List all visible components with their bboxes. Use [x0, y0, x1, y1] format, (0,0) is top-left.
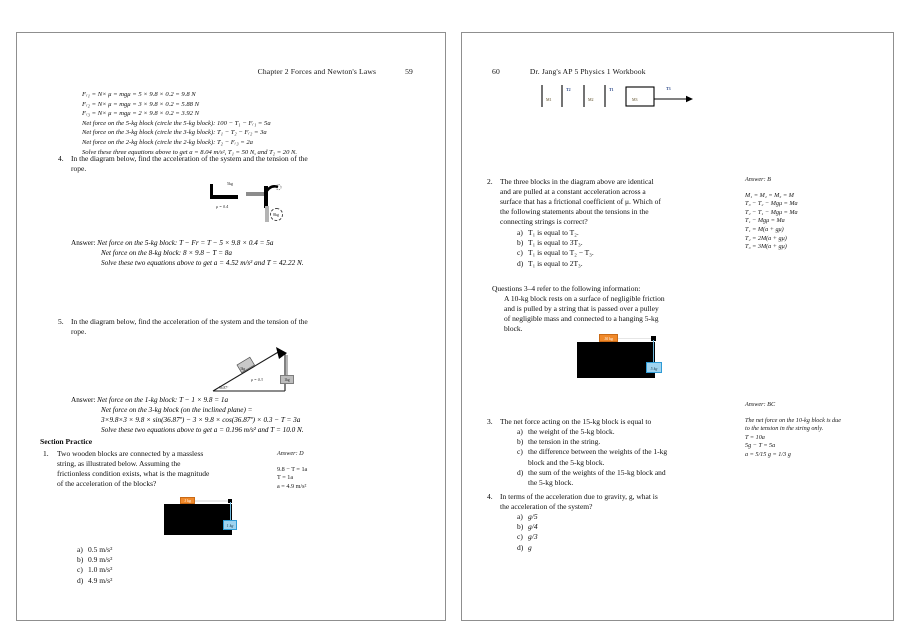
- practice-q1-text: [57, 449, 262, 489]
- diagram-label-mu: μ = 0.4: [216, 204, 229, 209]
- answer-line: Solve these two equations above to get a = 4.52 m/s² and T = 42.22 N.: [101, 259, 304, 267]
- question-4-text: [71, 154, 411, 174]
- choice-a[interactable]: [517, 512, 538, 522]
- question-4-number: 4.: [58, 154, 64, 163]
- choice-c-label: c): [517, 532, 523, 542]
- question-2-answer: [745, 176, 798, 252]
- answer-line: Net force on the 5-kg block: T − Fr = T − 5 × 9.8 × 0.4 = 5a: [97, 239, 274, 247]
- answer-line: Solve these two equations above to get a = 0.196 m/s² and T = 10.0 N.: [101, 426, 304, 434]
- choice-a-label: a): [517, 427, 523, 436]
- equation-line: Fᵣ₃ = N× μ = mgμ = 2 × 9.8 × 0.2 = 3.92 N: [82, 110, 199, 118]
- block-label-m2: M2: [588, 97, 594, 102]
- question-2-text: [500, 177, 715, 227]
- question-2-line: The three blocks in the diagram above are identical: [500, 177, 654, 186]
- question-5-text: [71, 317, 411, 337]
- choice-d-label: d): [517, 258, 524, 268]
- answer-line: T₃ − T₂ − Mgμ = Ma: [745, 200, 798, 208]
- question-5-line: In the diagram below, find the acceleration of the system and the tension of the: [71, 317, 308, 326]
- question-5-line: rope.: [71, 327, 87, 337]
- tension-label-t3: T3: [666, 86, 671, 91]
- choice-a-text: the weight of the 5-kg block.: [528, 427, 615, 436]
- question-5-diagram: [207, 341, 317, 401]
- choice-a[interactable]: [77, 545, 112, 555]
- choice-d[interactable]: [77, 576, 112, 586]
- incline-block-label: 3kg: [240, 367, 246, 371]
- choice-b-text: g/4: [528, 522, 538, 532]
- choice-c-label: c): [517, 447, 523, 457]
- choice-a-label: a): [517, 228, 523, 237]
- diagram-table: [164, 504, 232, 535]
- answer-line: 3×9.8×3 × 9.8 × sin(36.87º) − 3 × 9.8 × cos(36.87º) × 0.3 − T = 3a: [101, 416, 301, 424]
- answer-line: T₂ − T₁ − Mgμ = Ma: [745, 208, 798, 216]
- question-5-number: 5.: [58, 317, 64, 326]
- choice-b[interactable]: [517, 522, 538, 532]
- three-block-diagram: [540, 81, 730, 116]
- answer-note-line: to the tension in the string only.: [745, 425, 824, 433]
- diagram-string-vertical: [653, 340, 654, 364]
- question-4-line: In the diagram below, find the acceleration of the system and the tension of the: [71, 154, 308, 163]
- question-3-text: The net force acting on the 15-kg block is equal to: [500, 417, 652, 426]
- choice-a-text: 0.5 m/s²: [88, 545, 113, 554]
- answer-header: Answer: B: [745, 176, 771, 183]
- equation-line: Fᵣ₂ = N× μ = mgμ = 3 × 9.8 × 0.2 = 5.88 N: [82, 100, 199, 108]
- question-3-number: 3.: [487, 417, 493, 426]
- choice-c-label: c): [77, 565, 83, 575]
- stem-line: A 10-kg block rests on a surface of negligible friction: [504, 294, 665, 304]
- questions-3-4-diagram: [574, 331, 694, 386]
- diagram-surface: [210, 195, 238, 199]
- diagram-string-horizontal: [618, 338, 652, 339]
- choice-b-text: 0.9 m/s²: [88, 555, 113, 565]
- running-head-left: [258, 67, 413, 76]
- page-number-right: 60: [492, 67, 500, 76]
- choice-c[interactable]: [517, 447, 667, 467]
- block-label-m1: M1: [546, 97, 552, 102]
- running-head-right: [492, 67, 646, 76]
- answer-line: T = 10a: [745, 433, 765, 441]
- choice-d-text: g: [528, 542, 532, 552]
- choice-a-label: a): [517, 512, 523, 521]
- choice-c-text: g/3: [528, 532, 538, 542]
- answer-line: M₁ = M₂ = M₃ = M: [745, 191, 794, 199]
- answer-line: a = 5/15 g = 1/3 g: [745, 450, 791, 458]
- question-4-number-right: 4.: [487, 492, 493, 501]
- choice-b-text: the tension in the string.: [528, 437, 601, 447]
- question-4-line: rope.: [71, 164, 87, 174]
- choice-c-text: the difference between the weights of the 1-kg: [528, 447, 668, 457]
- answer-line: T₃ = 3M(a + gμ): [745, 243, 787, 251]
- section-practice-heading: Section Practice: [40, 437, 93, 446]
- choice-d-label: d): [517, 467, 524, 477]
- diagram-top-block-tag: 10 kg: [599, 334, 618, 342]
- choice-d[interactable]: [517, 259, 594, 269]
- equation-line: Net force on the 2-kg block (circle the 2-kg block): T₂ − Fᵣ₃ = 2a: [82, 138, 253, 146]
- choice-d-label: d): [517, 542, 524, 552]
- question-4-answer: [71, 238, 304, 268]
- question-2-line: connecting strings is correct?: [500, 217, 588, 227]
- question-4-diagram: [202, 178, 302, 233]
- question-2-choices: [517, 228, 594, 269]
- question-3-answer: [745, 401, 841, 460]
- diagram-top-block-tag: 1 kg: [180, 497, 195, 504]
- question-4-text-right: [500, 492, 740, 512]
- stem-line: of negligible mass and connected to a hanging 5-kg: [504, 314, 659, 324]
- equation-line: Net force on the 5-kg block (circle the 5-kg block): 100 − T₁ − Fᵣ₁ = 5a: [82, 119, 271, 127]
- answer-label: Answer:: [71, 396, 96, 404]
- stem-line: block.: [504, 324, 523, 334]
- chapter-head: Chapter 2 Forces and Newton's Laws: [257, 67, 377, 76]
- answer-line: Net force on the 8-kg block: 8 × 9.8 − T = 8a: [101, 249, 232, 257]
- choice-a-text: T₁ is equal to T₂.: [528, 228, 579, 237]
- answer-label: Answer:: [71, 239, 96, 247]
- choice-d-text: the sum of the weights of the 15-kg block and: [528, 467, 666, 477]
- question-3-choices: [517, 427, 667, 488]
- practice-q1-number: 1.: [43, 449, 49, 458]
- question-2-line: surface that has a frictional coefficient of μ. Which of: [500, 197, 661, 207]
- choice-b[interactable]: [517, 437, 667, 447]
- choice-a-label: a): [77, 545, 83, 554]
- question-4-line: In terms of the acceleration due to gravity, g, what is: [500, 492, 658, 501]
- practice-q1-line: Two wooden blocks are connected by a massless: [57, 449, 204, 458]
- diagram-pulley-arc: [262, 182, 284, 198]
- incline-diagram-svg: [207, 341, 317, 401]
- choice-c-text: 1.0 m/s²: [88, 565, 113, 575]
- answer-line: 5g − T = 5a: [745, 442, 776, 450]
- answer-note-line: The net force on the 10-kg block is due: [745, 416, 841, 424]
- answer-header: Answer: D: [277, 450, 304, 457]
- question-5-answer: [71, 395, 304, 435]
- diagram-table: [577, 342, 655, 378]
- diagram-label-5kg: 5kg: [227, 181, 233, 186]
- choice-d[interactable]: [517, 468, 667, 488]
- choice-c[interactable]: [517, 532, 538, 542]
- choice-d-label: d): [77, 575, 84, 585]
- choice-c-label: c): [517, 248, 523, 258]
- practice-q1-line: of the acceleration of the blocks?: [57, 479, 157, 489]
- page-left: [16, 32, 446, 621]
- answer-line: 9.8 − T = 1a: [277, 465, 308, 473]
- choice-b-label: b): [517, 238, 524, 248]
- choice-c[interactable]: [77, 565, 112, 575]
- choice-d-text-cont: the 5-kg block.: [528, 478, 574, 488]
- choice-b-label: b): [517, 437, 524, 447]
- tension-label-t2: T2: [566, 87, 571, 92]
- book-title: Dr. Jang's AP 5 Physics 1 Workbook: [529, 67, 646, 76]
- tension-label-t1: T1: [609, 87, 614, 92]
- stem-heading: Questions 3–4 refer to the following information:: [492, 284, 641, 293]
- page-number-left: 59: [405, 67, 413, 76]
- answer-line: T = 1a: [277, 474, 294, 482]
- choice-c-text: T₁ is equal to T₂ − T₃.: [528, 248, 594, 258]
- incline-mu-label: μ = 0.3: [251, 377, 263, 382]
- practice-q1-choices: [77, 545, 112, 586]
- choice-c[interactable]: [517, 248, 594, 258]
- diagram-hanging-block-tag: 1 kg: [223, 520, 237, 530]
- answer-line: a = 4.9 m/s²: [277, 482, 307, 490]
- choice-b[interactable]: [77, 555, 112, 565]
- answer-header: Answer: BC: [745, 401, 776, 408]
- stem-line: and is pulled by a string that is passed over a pulley: [504, 304, 659, 314]
- equation-line: Fᵣ₁ = N× μ = mgμ = 5 × 9.8 × 0.2 = 9.8 N: [82, 91, 196, 98]
- choice-d-text: T₁ is equal to 2T₃.: [528, 258, 583, 268]
- choice-a-text: g/5: [528, 512, 538, 521]
- answer-line: T₂ = 2M(a + gμ): [745, 234, 787, 242]
- equation-line: Net force on the 3-kg block (circle the 3-kg block): T₁ − T₂ − Fᵣ₂ = 3a: [82, 129, 267, 137]
- choice-a[interactable]: [517, 427, 667, 437]
- question-4-line: the acceleration of the system?: [500, 502, 593, 512]
- question-2-line: the following statements about the tensions in the: [500, 207, 649, 217]
- equation-line: Solve these three equations above to get a = 8.04 m/s², T₁ = 50 N, and T₂ = 20 N.: [82, 148, 298, 156]
- answer-line: Net force on the 3-kg block (on the inclined plane) =: [101, 406, 253, 414]
- practice-q1-diagram: [157, 495, 267, 540]
- choice-b-label: b): [517, 522, 524, 532]
- choice-d-text: 4.9 m/s²: [88, 575, 113, 585]
- choice-a[interactable]: [517, 228, 594, 238]
- incline-hanging-block: 1kg: [280, 375, 294, 384]
- diagram-string-vertical: [230, 502, 231, 522]
- diagram-label-8kg: 8kg: [273, 212, 279, 217]
- diagram-rope: [265, 206, 269, 222]
- answer-line: T₁ = M(a + gμ): [745, 225, 784, 233]
- question-2-number: 2.: [487, 177, 493, 186]
- choice-b-text: T₁ is equal to 3T₃.: [528, 238, 583, 248]
- questions-3-4-stem: [492, 284, 727, 334]
- diagram-hanging-block-tag: 5 kg: [646, 362, 662, 373]
- page-right: [461, 32, 894, 621]
- practice-q1-answer: [277, 450, 307, 491]
- choice-b[interactable]: [517, 238, 594, 248]
- answer-line: Net force on the 1-kg block: T − 1 × 9.8 = 1a: [97, 396, 229, 404]
- practice-q1-line: frictionless condition exists, what is the magnitude: [57, 469, 210, 479]
- block-label-m3: M3: [632, 97, 638, 102]
- practice-q1-line: string, as illustrated below. Assuming the: [57, 459, 181, 469]
- diagram-string-horizontal: [195, 500, 229, 501]
- top-equations: [82, 90, 297, 157]
- question-2-line: and are pulled at a constant acceleration across a: [500, 187, 646, 197]
- choice-b-label: b): [77, 555, 84, 565]
- answer-line: T₁ − Mgμ = Ma: [745, 217, 785, 225]
- choice-c-text-cont: block and the 5-kg block.: [528, 457, 605, 467]
- incline-angle-label: 36.87º: [219, 386, 229, 390]
- question-4-choices-right: [517, 512, 538, 553]
- choice-d[interactable]: [517, 543, 538, 553]
